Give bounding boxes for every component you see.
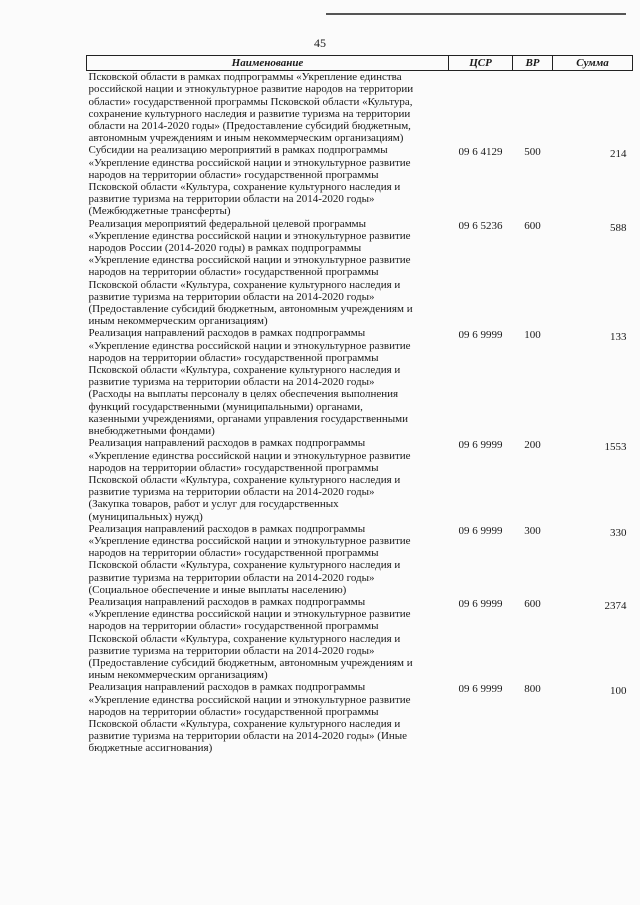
table-row <box>87 681 633 754</box>
row-name: Реализация направлений расходов в рамках подпрограммы «Укрепление единства российской нации и этнокультурное развитие народов на территории области» государственной программы Псковской области «Культура, сохранение культурного наследия и развитие туризма на территории области на 2014-2020 годы» (Иные бюджетные ассигнования) <box>88 681 411 755</box>
row-name: Субсидии на реализацию мероприятий в рамках подпрограммы «Укрепление единства российской нации и этнокультурное развитие народов на территории области» государственной программы Псковской области «Культура, сохранение культурного наследия и развитие туризма на территории области на 2014-2020 годы» (Межбюджетные трансферты) <box>88 144 411 218</box>
row-vr: 800 <box>524 683 541 696</box>
row-sum: 214 <box>610 148 627 161</box>
table-row <box>87 437 633 522</box>
row-vr: 300 <box>524 524 541 537</box>
row-vr: 600 <box>524 597 541 610</box>
row-vr: 200 <box>524 439 541 452</box>
row-sum: 2374 <box>604 599 627 612</box>
row-vr: 500 <box>524 146 541 159</box>
row-name: Реализация направлений расходов в рамках подпрограммы «Укрепление единства российской нации и этнокультурное развитие народов на территории области» государственной программы Псковской области «Культура, сохранение культурного наследия и развитие туризма на территории области на 2014-2020 годы» (Предоставление субсидий бюджетным, автономным учреждениям и иным некоммерческим организациям) <box>88 595 413 682</box>
row-csr: 09 6 9999 <box>458 597 503 610</box>
table-row <box>87 596 633 681</box>
row-vr <box>513 71 553 145</box>
table-row <box>87 144 633 217</box>
table-row <box>87 523 633 596</box>
table-row <box>87 218 633 328</box>
header-csr: ЦСР <box>449 56 513 71</box>
row-sum: 588 <box>610 221 627 234</box>
header-sum: Сумма <box>553 56 633 71</box>
row-sum: 133 <box>610 331 627 344</box>
row-vr: 600 <box>524 219 541 232</box>
row-csr <box>449 71 513 145</box>
row-csr: 09 6 5236 <box>458 219 503 232</box>
row-csr: 09 6 9999 <box>458 439 503 452</box>
row-name: Реализация направлений расходов в рамках подпрограммы «Укрепление единства российской нации и этнокультурное развитие народов на территории области» государственной программы Псковской области «Культура, сохранение культурного наследия и развитие туризма на территории области на 2014-2020 годы» (Социальное обеспечение и иные выплаты населению) <box>88 522 411 596</box>
table-row <box>87 327 633 437</box>
row-sum: 1553 <box>604 441 627 454</box>
table-row <box>87 71 633 145</box>
row-name: Реализация мероприятий федеральной целевой программы «Укрепление единства российской нации и этнокультурное развитие народов России (2014-2020 годы) в рамках подпрограммы «Укрепление единства российской нации и этнокультурное развитие народов на территории области» государственной программы Псковской области «Культура, сохранение культурного наследия и развитие туризма на территории области на 2014-2020 годы» (Предоставление субсидий бюджетным, автономным учреждениям и иным некоммерческим организациям) <box>88 217 413 328</box>
budget-table <box>86 55 633 755</box>
row-name: Реализация направлений расходов в рамках подпрограммы «Укрепление единства российской нации и этнокультурное развитие народов на территории области» государственной программы Псковской области «Культура, сохранение культурного наследия и развитие туризма на территории области на 2014-2020 годы» (Закупка товаров, работ и услуг для государственных (муниципальных) нужд) <box>88 437 411 523</box>
row-name: Реализация направлений расходов в рамках подпрограммы «Укрепление единства российской нации и этнокультурное развитие народов на территории области» государственной программы Псковской области «Культура, сохранение культурного наследия и развитие туризма на территории области на 2014-2020 годы» (Расходы на выплаты персоналу в целях обеспечения выполнения функций государственными (муниципальными) органами, казенными учреждениями, органами управления государственными внебюджетными фондами) <box>88 327 411 438</box>
table-header-row <box>87 56 633 71</box>
row-sum: 100 <box>610 685 627 698</box>
page-number: 45 <box>314 36 326 50</box>
row-csr: 09 6 9999 <box>458 329 503 342</box>
row-csr: 09 6 9999 <box>458 524 503 537</box>
row-sum <box>553 71 633 145</box>
header-name: Наименование <box>87 56 449 71</box>
header-vr: ВР <box>513 56 553 71</box>
top-rule <box>326 13 626 15</box>
row-name: Псковской области в рамках подпрограммы «Укрепление единства российской нации и этнокультурное развитие народов на территории области» государственной программы Псковской области «Культура, сохранение культурного наследия и развитие туризма на территории области на 2014-2020 годы» (Предоставление субсидий бюджетным, автономным учреждениям и иным некоммерческим организациям) <box>88 71 414 145</box>
row-csr: 09 6 4129 <box>458 146 503 159</box>
row-csr: 09 6 9999 <box>458 683 503 696</box>
row-vr: 100 <box>524 329 541 342</box>
row-sum: 330 <box>610 526 627 539</box>
